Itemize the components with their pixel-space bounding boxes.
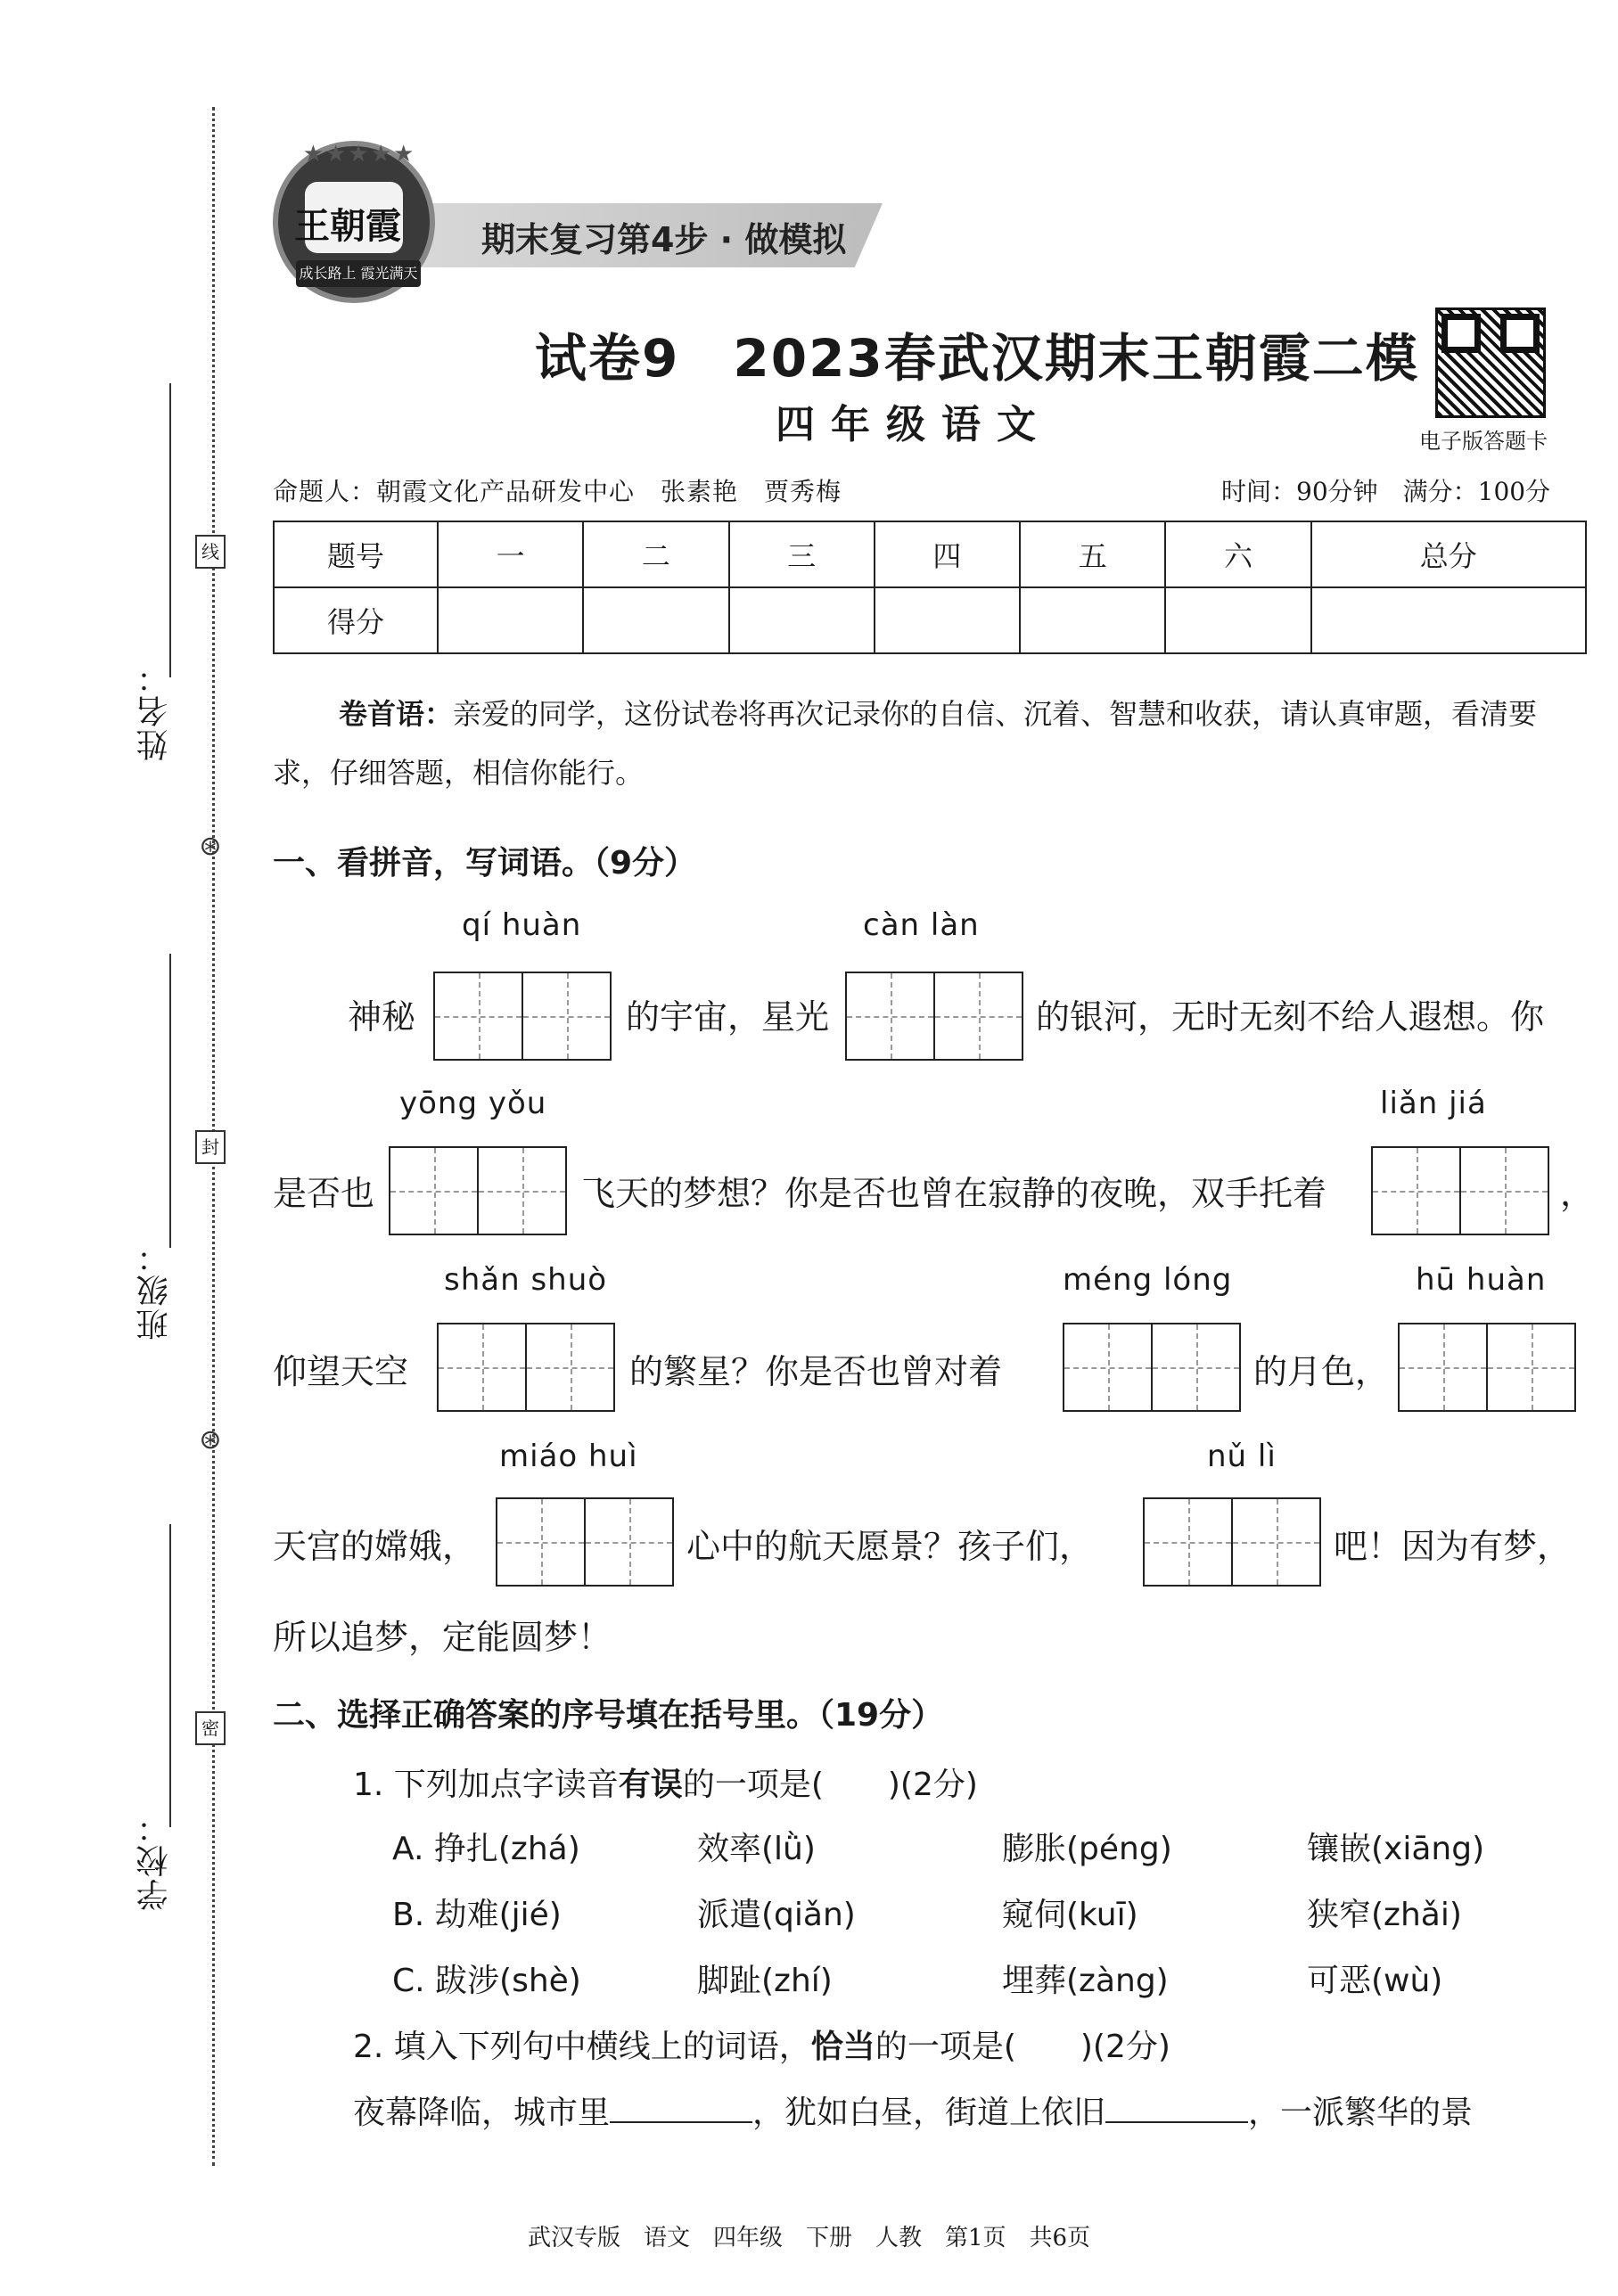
page-subtitle: 四年级语文 [776, 402, 1052, 447]
q2-sentence-c: ，一派繁华的景 [1248, 2095, 1474, 2131]
fill-blank[interactable] [1105, 2095, 1248, 2123]
section2-heading: 二、选择正确答案的序号填在括号里。（19分） [273, 1697, 944, 1734]
table-header-cell: 一 [438, 521, 583, 587]
question-2 [353, 2021, 1170, 2067]
table-header-cell: 三 [729, 521, 875, 587]
score-cell[interactable] [875, 587, 1020, 653]
score-cell[interactable] [1165, 587, 1310, 653]
text: 的宇宙，星光 [626, 997, 830, 1037]
option-b1[interactable]: B. 劫难(jié) [392, 1897, 562, 1933]
section1-heading: 一、看拼音，写词语。（9分） [273, 845, 697, 882]
pinyin: hū huàn [1416, 1262, 1547, 1298]
text: 仰望天空 [273, 1352, 409, 1391]
intro-paragraph [273, 685, 1587, 802]
brand-logo [273, 141, 435, 303]
answer-box[interactable] [1398, 1323, 1576, 1412]
answer-box[interactable] [496, 1497, 674, 1587]
stars-icon: ★★★★★ [302, 141, 416, 168]
option-c3[interactable]: 埋葬(zàng) [1002, 1963, 1169, 1999]
table-header-cell: 总分 [1311, 521, 1586, 587]
score-cell[interactable] [1311, 587, 1586, 653]
text: 心中的航天愿景？孩子们， [686, 1527, 1094, 1566]
text: 天宫的嫦娥， [273, 1527, 477, 1566]
table-header-cell: 六 [1165, 521, 1310, 587]
name-label: 姓名： [136, 660, 173, 761]
option-b2[interactable]: 派遣(qiǎn) [697, 1897, 856, 1933]
class-label: 班级： [136, 1239, 173, 1341]
table-row [274, 587, 1586, 653]
school-label: 学校： [136, 1809, 173, 1911]
banner-text: 期末复习第4步 · 做模拟 [481, 220, 847, 259]
q1-stem-post: 的一项是( )(2分) [682, 1767, 978, 1803]
answer-box[interactable] [1063, 1323, 1241, 1412]
pinyin: shǎn shuò [444, 1262, 608, 1298]
class-write-line [169, 954, 171, 1248]
q2-stem-bold: 恰当 [810, 2029, 875, 2065]
answer-box[interactable] [437, 1323, 615, 1412]
logo-text: 王朝霞 [294, 205, 401, 247]
q1-stem-bold: 有误 [618, 1767, 683, 1803]
option-a1[interactable]: A. 挣扎(zhá) [392, 1831, 580, 1867]
q2-stem-post: 的一项是( )(2分) [875, 2029, 1170, 2065]
time-info: 时间：90分钟 满分：100分 [1221, 477, 1551, 506]
name-write-line [169, 383, 171, 677]
seal-char-seal: 封 [195, 1130, 226, 1164]
score-row-label: 得分 [274, 587, 438, 653]
text: 是否也 [273, 1174, 375, 1213]
page-title: 试卷9 2023春武汉期末王朝霞二模 [535, 328, 1419, 389]
score-table [273, 521, 1587, 654]
text: 吧！因为有梦， [1334, 1527, 1572, 1566]
authors: 命题人：朝霞文化产品研发中心 张素艳 贾秀梅 [273, 477, 842, 506]
fill-blank[interactable] [610, 2095, 752, 2123]
intro-lead: 卷首语： [339, 697, 454, 731]
table-header-cell: 五 [1020, 521, 1165, 587]
pinyin: méng lóng [1063, 1262, 1233, 1298]
option-a3[interactable]: 膨胀(péng) [1002, 1831, 1172, 1867]
qr-code-icon[interactable] [1435, 308, 1546, 418]
qr-caption: 电子版答题卡 [1419, 429, 1548, 454]
text: ， [1560, 1174, 1595, 1213]
seal-char-line: 线 [195, 535, 226, 569]
score-cell[interactable] [583, 587, 728, 653]
text: 的繁星？你是否也曾对着 [629, 1352, 1003, 1391]
question-2-sentence [353, 2087, 1473, 2133]
school-write-line [169, 1524, 171, 1827]
pinyin: nǔ lì [1207, 1439, 1277, 1474]
q2-sentence-b: ，犹如白昼，街道上依旧 [752, 2095, 1106, 2131]
option-c1[interactable]: C. 跋涉(shè) [392, 1963, 581, 1999]
option-a4[interactable]: 镶嵌(xiāng) [1307, 1831, 1485, 1867]
question-1 [353, 1759, 978, 1805]
text: 所以追梦，定能圆梦！ [273, 1618, 612, 1657]
text: 飞天的梦想？你是否也曾在寂静的夜晚，双手托着 [581, 1174, 1327, 1213]
table-header-cell: 四 [875, 521, 1020, 587]
pinyin: qí huàn [462, 907, 582, 943]
text: 的银河，无时无刻不给人遐想。你 [1036, 997, 1545, 1037]
q2-stem-pre: 2. 填入下列句中横线上的词语， [353, 2029, 811, 2065]
score-cell[interactable] [729, 587, 875, 653]
table-row [274, 521, 1586, 587]
option-c2[interactable]: 脚趾(zhí) [697, 1963, 833, 1999]
knot-icon: ⊛ [199, 1424, 222, 1456]
answer-box[interactable] [389, 1146, 567, 1235]
score-cell[interactable] [1020, 587, 1165, 653]
pinyin: miáo huì [499, 1439, 638, 1474]
option-a2[interactable]: 效率(lǜ) [697, 1831, 816, 1867]
q2-sentence-a: 夜幕降临，城市里 [353, 2095, 611, 2131]
knot-icon: ⊛ [199, 831, 222, 862]
table-header-cell: 题号 [274, 521, 438, 587]
q1-stem-pre: 1. 下列加点字读音 [353, 1767, 619, 1803]
score-cell[interactable] [438, 587, 583, 653]
pinyin: yōng yǒu [399, 1086, 547, 1121]
seal-char-secret: 密 [195, 1711, 226, 1745]
answer-box[interactable] [433, 972, 612, 1061]
page-footer: 武汉专版 语文 四年级 下册 人教 第1页 共6页 [527, 2225, 1091, 2251]
text: 神秘 [348, 997, 416, 1037]
pinyin: liǎn jiá [1380, 1086, 1487, 1121]
table-header-cell: 二 [583, 521, 728, 587]
intro-text: 亲爱的同学，这份试卷将再次记录你的自信、沉着、智慧和收获，请认真审题，看清要求，仔细答题，相信你能行。 [273, 697, 1538, 790]
answer-box[interactable] [845, 972, 1023, 1061]
option-b3[interactable]: 窥伺(kuī) [1002, 1897, 1138, 1933]
option-c4[interactable]: 可恶(wù) [1307, 1963, 1443, 1999]
answer-box[interactable] [1143, 1497, 1321, 1587]
pinyin: càn làn [863, 907, 980, 943]
option-b4[interactable]: 狭窄(zhǎi) [1307, 1897, 1462, 1933]
logo-ribbon: 成长路上 霞光满天 [296, 260, 421, 287]
text: 的月色， [1253, 1352, 1390, 1391]
answer-box[interactable] [1371, 1146, 1549, 1235]
